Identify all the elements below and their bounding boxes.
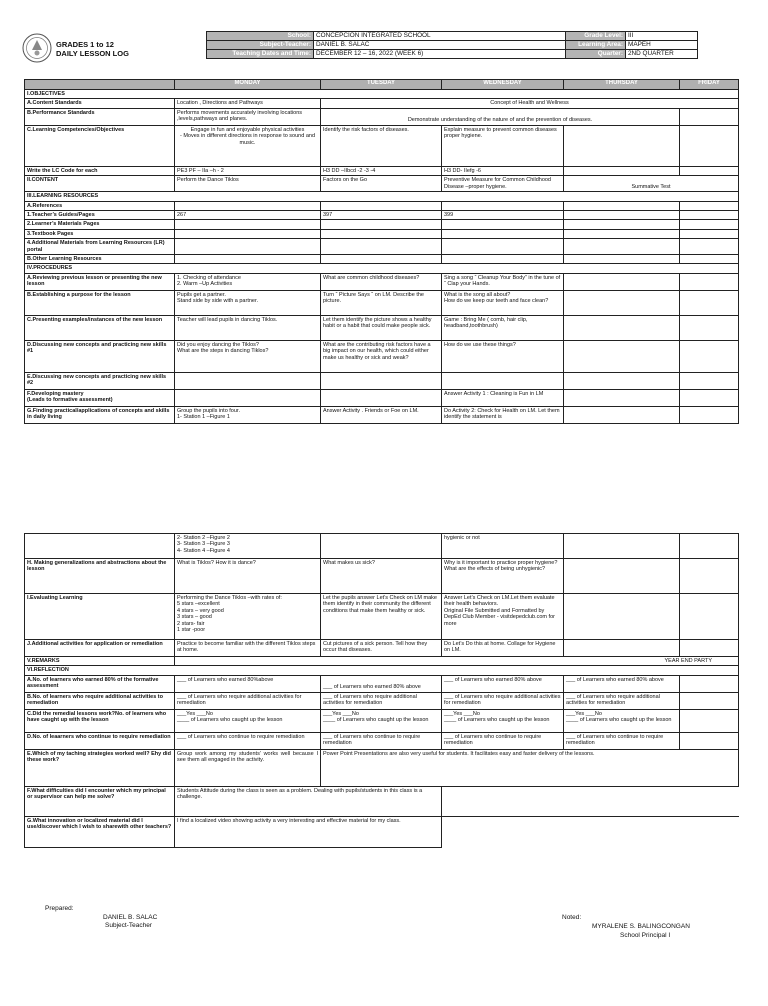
row-label: J.Additional activities for application or remediation — [25, 640, 175, 657]
cell-monday: Engage in fun and enjoyable physical activities - Moves in different directions in response to sound and music. — [175, 125, 321, 166]
cell-friday — [680, 108, 739, 125]
cell-monday — [175, 372, 321, 389]
cell-wednesday: What is the song all about? How do we keep our teeth and face clean? — [442, 290, 564, 315]
cell-span: Power Point Presentations are also very useful for students. It facilitates easy and faster delivery of the lessons. — [321, 749, 739, 786]
table-row — [25, 749, 739, 786]
table-row — [25, 290, 739, 315]
cell-thursday — [564, 340, 680, 372]
teacher-label: Subject-Teacher: — [207, 41, 314, 50]
cell-monday: Practice to become familiar with the different Tiklos steps at home. — [175, 640, 321, 657]
table-row — [25, 340, 739, 372]
table-row — [25, 559, 739, 594]
section-learning-resources: III.LEARNING RESOURCES — [25, 192, 739, 201]
quarter-label: Quarter: — [566, 50, 626, 59]
table-row — [25, 125, 739, 166]
cell-thursday: ___ of Learners who require additional activities for remediation — [564, 692, 680, 709]
cell-monday: Group work among my students’ works well because I see them all engaged in the activity. — [175, 749, 321, 786]
cell-monday: What is Tiklos? How it is dance? — [175, 559, 321, 594]
cell-wednesday: Why is it important to practice proper hygiene? What are the effects of being unhygienic? — [442, 559, 564, 594]
row-label: B.Establishing a purpose for the lesson — [25, 290, 175, 315]
cell-tuesday: ___ of Learners who earned 80% above — [321, 675, 442, 692]
cell-monday: 267 — [175, 211, 321, 220]
cell-tuesday: Identify the risk factors of diseases. — [321, 125, 442, 166]
table-row — [25, 315, 739, 340]
cell-wednesday: hygienic or not — [442, 534, 564, 559]
cell-monday: ___ of Learners who require additional activities for remediation — [175, 692, 321, 709]
cell-friday — [680, 220, 739, 229]
table-row — [25, 211, 739, 220]
cell-wednesday — [442, 220, 564, 229]
lesson-log-table-page-2 — [24, 533, 739, 848]
cell-friday — [680, 372, 739, 389]
prepared-role: Subject-Teacher — [105, 922, 152, 929]
cell-tuesday: Cut pictures of a sick person. Tell how they occur that diseases. — [321, 640, 442, 657]
day-wednesday: WEDNESDAY — [442, 80, 564, 90]
row-label: E.Which of my taching strategies worked well? Ehy did these work? — [25, 749, 175, 786]
empty-space — [442, 816, 739, 847]
cell-monday: Perform the Dance Tiklos — [175, 176, 321, 192]
day-tuesday: TUESDAY — [321, 80, 442, 90]
row-label: D.No. of leaarners who continue to require remediation — [25, 732, 175, 749]
cell-monday: 1. Checking of attendance 2. Warm –Up Activities — [175, 273, 321, 290]
cell-tuesday: Factors on the Go — [321, 176, 442, 192]
row-label: Write the LC Code for each — [25, 166, 175, 175]
cell-friday — [680, 201, 739, 210]
header-row — [207, 41, 698, 50]
row-label: A.Reviewing previous lesson or presenting the new lesson — [25, 273, 175, 290]
cell-tuesday: What makes us sick? — [321, 559, 442, 594]
cell-thursday — [564, 201, 680, 210]
cell-thursday — [564, 211, 680, 220]
cell-friday — [680, 315, 739, 340]
cell-friday — [680, 559, 739, 594]
row-label: G.What innovation or localized material did I use/discover which I wish to sharewith other teachers? — [25, 816, 175, 847]
learning-area-value: MAPEH — [626, 41, 698, 50]
cell-monday: Performing the Dance Tiklos –with rates of: 5 stars –excellent 4 stars – very good 3 stars – good 2 stars- fair 1 star -poor — [175, 594, 321, 640]
row-label — [25, 534, 175, 559]
cell-monday: Teacher will lead pupils in dancing Tiklos. — [175, 315, 321, 340]
cell-wednesday: ___Yes ___No ____ of Learners who caught up the lesson — [442, 709, 564, 732]
cell-wednesday: 399 — [442, 211, 564, 220]
cell-friday — [680, 692, 739, 709]
table-row — [25, 657, 739, 666]
row-label: V.REMARKS — [25, 657, 175, 666]
row-label: II.CONTENT — [25, 176, 175, 192]
cell-wednesday: Explain measure to prevent common diseases proper hygiene. — [442, 125, 564, 166]
document-title — [56, 40, 129, 58]
cell-friday — [680, 640, 739, 657]
cell-thursday — [564, 166, 680, 175]
cell-thursday — [564, 239, 680, 255]
header-row — [207, 50, 698, 59]
cell-thursday — [564, 406, 680, 423]
cell-tuesday — [321, 389, 442, 406]
table-row — [25, 166, 739, 175]
cell-friday — [680, 732, 739, 749]
row-label: C.Learning Competencies/Objectives — [25, 125, 175, 166]
cell-friday — [680, 340, 739, 372]
cell-tuesday: What are the contributing risk factors have a big impact on our health, which could either make us healthy or sick and weak? — [321, 340, 442, 372]
learning-area-label: Learning Area: — [566, 41, 626, 50]
section-row — [25, 264, 739, 273]
row-label: 4.Additional Materials from Learning Resources (LR) portal — [25, 239, 175, 255]
day-friday: FRIDAY — [680, 80, 739, 90]
row-label: B.Performance Standards — [25, 108, 175, 125]
cell-tuesday — [321, 229, 442, 238]
table-row — [25, 534, 739, 559]
cell-wednesday: How do we use these things? — [442, 340, 564, 372]
cell-friday — [680, 389, 739, 406]
cell-thursday — [564, 273, 680, 290]
cell-tuesday: Let them identify the picture shows a healthy habit or a habit that could make people sick. — [321, 315, 442, 340]
cell-wednesday: Do Activity 2: Check for Health on LM. Let them identify the statement is — [442, 406, 564, 423]
table-row — [25, 239, 739, 255]
quarter-value: 2ND QUARTER — [626, 50, 698, 59]
cell-span: I find a localized video showing activity a very interesting and effective material for my class. — [175, 816, 442, 847]
empty-space — [442, 786, 739, 816]
table-row — [25, 640, 739, 657]
table-row — [25, 675, 739, 692]
table-row — [25, 692, 739, 709]
cell-wednesday: Answer Let’s Check on LM.Let them evaluate their health behaviors. Original File Submitted and Formatted by DepEd Club Member - visitdepedclub.com for more — [442, 594, 564, 640]
cell-monday: Pupils get a partner. Stand side by side with a partner. — [175, 290, 321, 315]
cell-thursday — [564, 534, 680, 559]
cell-tuesday: Turn “ Picture Says “ on LM. Describe the picture. — [321, 290, 442, 315]
cell-monday: Group the pupils into four. 1- Station 1 –Figure 1 — [175, 406, 321, 423]
table-row — [25, 108, 739, 125]
day-thursday: THURSDAY — [564, 80, 680, 90]
cell-friday — [680, 239, 739, 255]
cell-thursday — [564, 220, 680, 229]
cell-tuesday — [321, 372, 442, 389]
table-row — [25, 786, 739, 816]
lesson-log-table-page-1 — [24, 79, 739, 424]
cell-friday — [680, 534, 739, 559]
row-label: A.References — [25, 201, 175, 210]
grade-level-value: III — [626, 32, 698, 41]
cell-thursday — [564, 559, 680, 594]
cell-thursday-friday: Summative Test — [564, 176, 739, 192]
section-row — [25, 90, 739, 99]
table-row — [25, 220, 739, 229]
row-label: G.Finding practical/applications of concepts and skills in daily living — [25, 406, 175, 423]
cell-wednesday — [442, 239, 564, 255]
cell-wednesday: Preventive Measure for Common Childhood Disease –proper hygiene. — [442, 176, 564, 192]
cell-tuesday: H3 DD –IIbcd -2 -3 -4 — [321, 166, 442, 175]
cell-friday — [680, 709, 739, 732]
row-label: A.No. of learners who earned 80% of the formative assessment — [25, 675, 175, 692]
table-row — [25, 389, 739, 406]
cell-thursday — [564, 315, 680, 340]
noted-role: School Principal I — [620, 932, 671, 939]
school-label: School: — [207, 32, 314, 41]
cell-tuesday — [321, 239, 442, 255]
cell-tuesday — [321, 220, 442, 229]
cell-wednesday: ___ of Learners who continue to require remediation — [442, 732, 564, 749]
cell-tuesday — [321, 534, 442, 559]
cell-tuesday: ___ of Learners who require additional activities for remediation — [321, 692, 442, 709]
section-row — [25, 192, 739, 201]
cell-friday — [680, 273, 739, 290]
cell-thursday — [564, 594, 680, 640]
cell-monday — [175, 220, 321, 229]
cell-wednesday — [442, 372, 564, 389]
day-monday: MONDAY — [175, 80, 321, 90]
table-row — [25, 273, 739, 290]
cell-friday — [680, 290, 739, 315]
table-row — [25, 709, 739, 732]
table-row — [25, 176, 739, 192]
section-row — [25, 666, 739, 675]
cell-wednesday: ___ of Learners who require additional activities for remediation — [442, 692, 564, 709]
section-reflection: VI.REFLECTION — [25, 666, 739, 675]
cell-friday — [680, 229, 739, 238]
row-label: B.Other Learning Resources — [25, 255, 175, 264]
table-row — [25, 816, 739, 847]
cell-thursday: ___ of Learners who earned 80% above — [564, 675, 680, 692]
row-label: F.What difficulties did I encounter which my principal or supervisor can help me solve? — [25, 786, 175, 816]
row-label: C.Did the remedial lessons work?No. of learners who have caught up with the lesson — [25, 709, 175, 732]
cell-thursday: ___Yes ___No ____ of Learners who caught up the lesson — [564, 709, 680, 732]
prepared-label: Prepared: — [45, 905, 74, 912]
cell-thursday — [564, 372, 680, 389]
cell-thursday — [564, 640, 680, 657]
row-label: D.Discussing new concepts and practicing new skills #1 — [25, 340, 175, 372]
cell-thursday — [564, 229, 680, 238]
section-procedures: IV.PROCEDURES — [25, 264, 739, 273]
cell-tuesday: Let the pupils answer Let’s Check on LM make them identify in their community the different conditions that make them healthy or sick. — [321, 594, 442, 640]
noted-label: Noted: — [562, 914, 582, 921]
row-label: 2.Learner’s Materials Pages — [25, 220, 175, 229]
cell-tuesday: 397 — [321, 211, 442, 220]
title-line-2: DAILY LESSON LOG — [56, 49, 129, 58]
cell-monday — [175, 201, 321, 210]
row-label: 3.Textbook Pages — [25, 229, 175, 238]
prepared-name: DANIEL B. SALAC — [103, 914, 158, 921]
cell-wednesday: Game : Bring Me ( comb, hair clip, headband,toothbrush) — [442, 315, 564, 340]
title-line-1: GRADES 1 to 12 — [56, 40, 114, 49]
cell-monday: Did you enjoy dancing the Tiklos? What are the steps in dancing Tiklos? — [175, 340, 321, 372]
row-label: C.Presenting examples/instances of the new lesson — [25, 315, 175, 340]
cell-span: Students Attitude during the class is seen as a problem. Dealing with pupils/students in this class is a challenge. — [175, 786, 442, 816]
cell-monday: Performs movements accurately involving locations ,levels,pathways and planes. — [175, 108, 321, 125]
cell-wednesday: Sing a song “ Cleanup Your Body” in the tune of “ Clap your Hands. — [442, 273, 564, 290]
cell-wednesday — [442, 229, 564, 238]
cell-monday: ___Yes ___No ____ of Learners who caught up the lesson — [175, 709, 321, 732]
table-row — [25, 229, 739, 238]
cell-friday — [680, 594, 739, 640]
table-row — [25, 406, 739, 423]
cell-span: Demonstrate understanding of the nature of and the prevention of diseases. — [321, 108, 680, 125]
cell-tuesday: Answer Activity . Friends or Foe on LM. — [321, 406, 442, 423]
table-row — [25, 201, 739, 210]
cell-wednesday: H3 DD- IIefg -6 — [442, 166, 564, 175]
row-label: E.Discussing new concepts and practicing new skills #2 — [25, 372, 175, 389]
cell-wednesday: ___ of Learners who earned 80% above — [442, 675, 564, 692]
cell-monday — [175, 255, 321, 264]
cell-monday — [175, 239, 321, 255]
grade-level-label: Grade Level: — [566, 32, 626, 41]
table-row — [25, 255, 739, 264]
deped-seal-logo — [22, 33, 52, 63]
cell-wednesday: Do Let’s Do this at home. Collage for Hygiene on LM. — [442, 640, 564, 657]
cell-thursday — [564, 389, 680, 406]
cell-thursday — [564, 255, 680, 264]
cell-friday — [680, 255, 739, 264]
cell-thursday — [564, 290, 680, 315]
section-objectives: I.OBJECTIVES — [25, 90, 739, 99]
cell-monday: ___ of Learners who continue to require remediation — [175, 732, 321, 749]
school-value: CONCEPCION INTEGRATED SCHOOL — [314, 32, 566, 41]
cell-friday — [680, 406, 739, 423]
dates-label: Teaching Dates and Time: — [207, 50, 314, 59]
cell-monday: PE3 PF – IIa –h - 2 — [175, 166, 321, 175]
cell-tuesday: ___ of Learners who continue to require remediation — [321, 732, 442, 749]
cell-friday — [680, 211, 739, 220]
teacher-value: DANIEL B. SALAC — [314, 41, 566, 50]
cell-span: Concept of Health and Wellness — [321, 99, 739, 108]
cell-monday — [175, 229, 321, 238]
cell-friday — [680, 675, 739, 692]
cell-friday — [680, 166, 739, 175]
cell-tuesday: ___Yes ___No ____ of Learners who caught up the lesson — [321, 709, 442, 732]
table-row — [25, 99, 739, 108]
cell-monday: 2- Station 2 –Figure 2 3- Station 3 –Figure 3 4- Station 4 –Figure 4 — [175, 534, 321, 559]
header-row — [207, 32, 698, 41]
cell-wednesday — [442, 201, 564, 210]
cell-tuesday: What are common childhood diseases? — [321, 273, 442, 290]
cell-friday — [680, 125, 739, 166]
cell-thursday — [564, 125, 680, 166]
row-label: B.No. of learners who require additional activities to remediation — [25, 692, 175, 709]
days-header-row — [25, 80, 739, 90]
dates-value: DECEMBER 12 – 16, 2022 (WEEK 6) — [314, 50, 566, 59]
cell-tuesday — [321, 255, 442, 264]
row-label: I.Evaluating Learning — [25, 594, 175, 640]
cell-wednesday: Answer Activity 1 : Cleaning is Fun in LM — [442, 389, 564, 406]
cell-tuesday — [321, 201, 442, 210]
table-row — [25, 594, 739, 640]
header-info-table — [206, 31, 698, 59]
noted-name: MYRALENE S. BALINGCONGAN — [592, 923, 690, 930]
row-label: H. Making generalizations and abstractions about the lesson — [25, 559, 175, 594]
row-label: A.Content Standards — [25, 99, 175, 108]
remarks-value: YEAR END PARTY — [175, 657, 739, 666]
table-row — [25, 732, 739, 749]
cell-thursday: ___ of Learners who continue to require remediation — [564, 732, 680, 749]
cell-monday: ___ of Learners who earned 80%above — [175, 675, 321, 692]
cell-wednesday — [442, 255, 564, 264]
table-row — [25, 372, 739, 389]
row-label: 1.Teacher’s Guides/Pages — [25, 211, 175, 220]
cell-monday — [175, 389, 321, 406]
row-label: F.Developing mastery (Leads to formative assessment) — [25, 389, 175, 406]
cell-monday: Location , Directions and Pathways — [175, 99, 321, 108]
